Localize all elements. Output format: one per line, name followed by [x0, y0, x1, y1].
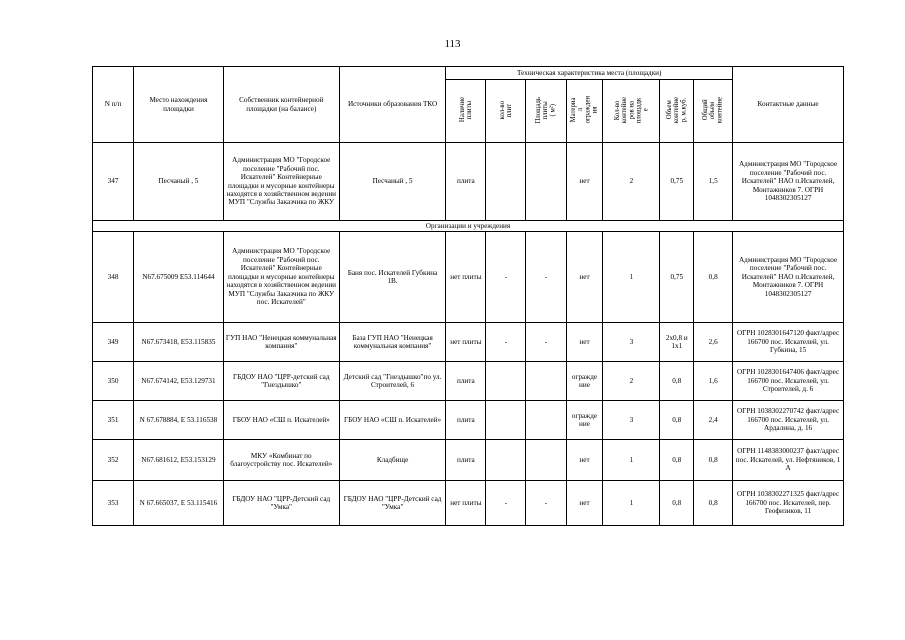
header-total-volume: Общий объем контейне [694, 80, 733, 143]
cell-plate: плита [446, 440, 486, 481]
cell-containers: 3 [603, 401, 660, 440]
cell-num: 353 [93, 481, 134, 526]
cell-sources: Песчаный , 5 [339, 143, 446, 221]
cell-plate: плита [446, 143, 486, 221]
cell-num: 347 [93, 143, 134, 221]
cell-containers: 1 [603, 481, 660, 526]
table-row [93, 440, 844, 481]
cell-volume: 0,8 [660, 440, 694, 481]
cell-total-volume: 2,6 [694, 323, 733, 362]
cell-plate-area [526, 440, 566, 481]
header-plate-area: Площадь плиты ( м²) [526, 80, 566, 143]
cell-containers: 2 [603, 143, 660, 221]
cell-total-volume: 1,5 [694, 143, 733, 221]
cell-volume: 2х0,8 и 1х1 [660, 323, 694, 362]
section-label: Организации и учреждения [93, 221, 844, 232]
cell-num: 349 [93, 323, 134, 362]
cell-plate-area [526, 401, 566, 440]
cell-contacts: Администрация МО "Городское поселение "Рабочий пос. Искателей" НАО п.Искателей, Монтажников 7. ОГРН 1048302305127 [733, 232, 844, 323]
cell-volume: 0,8 [660, 481, 694, 526]
cell-fence: нет [566, 481, 603, 526]
cell-fence: огражде ние [566, 401, 603, 440]
cell-contacts: ОГРН 1148383000237 факт/адрес пос. Искателей, ул. Нефтяников, 1 А [733, 440, 844, 481]
cell-fence: нет [566, 232, 603, 323]
header-tech: Техническая характеристика места (площадки) [446, 67, 733, 80]
cell-location: Песчаный , 5 [134, 143, 224, 221]
cell-owner: ГБОУ НАО «СШ п. Искателей» [223, 401, 339, 440]
cell-location: N67.681612, E53.153129 [134, 440, 224, 481]
cell-owner: Администрация МО "Городское поселение "Рабочий пос. Искателей" Контейнерные площадки и мусорные контейнеры находятся в хозяйственном ведении МУП "Службы Заказчика по ЖКУ пос. Искателей" [223, 232, 339, 323]
table-row [93, 232, 844, 323]
cell-volume: 0,8 [660, 362, 694, 401]
cell-containers: 3 [603, 323, 660, 362]
cell-num: 352 [93, 440, 134, 481]
cell-location: N 67.678884, E 53.116538 [134, 401, 224, 440]
cell-plate: нет плиты [446, 481, 486, 526]
cell-fence: огражде ние [566, 362, 603, 401]
cell-contacts: ОГРН 1028301647120 факт/адрес 166700 пос. Искателей, ул. Губкина, 15 [733, 323, 844, 362]
cell-volume: 0,75 [660, 143, 694, 221]
cell-num: 350 [93, 362, 134, 401]
header-contacts: Контактные данные [733, 67, 844, 143]
table-row [93, 481, 844, 526]
cell-plate: плита [446, 401, 486, 440]
cell-plate-area: - [526, 323, 566, 362]
cell-total-volume: 0,8 [694, 440, 733, 481]
cell-owner: ГБДОУ НАО "ЦРР-Детский сад "Умка" [223, 481, 339, 526]
cell-containers: 2 [603, 362, 660, 401]
cell-num: 351 [93, 401, 134, 440]
header-plate: Наличие плиты [446, 80, 486, 143]
cell-owner: МКУ «Комбинат по благоустройству пос. Искателей» [223, 440, 339, 481]
header-fence: Материа л огражден ия [566, 80, 603, 143]
cell-volume: 0,75 [660, 232, 694, 323]
cell-fence: нет [566, 323, 603, 362]
header-plates-count: кол-во плит [486, 80, 526, 143]
cell-plates-count: - [486, 481, 526, 526]
cell-total-volume: 2,4 [694, 401, 733, 440]
cell-owner: Администрация МО "Городское поселение "Рабочий пос. Искателей" Контейнерные площадки и мусорные контейнеры находятся в хозяйственном ведении МУП "Службы Заказчика по ЖКУ [223, 143, 339, 221]
header-num: N п/п [93, 67, 134, 143]
cell-fence: нет [566, 143, 603, 221]
cell-sources: Кладбище [339, 440, 446, 481]
table-row [93, 362, 844, 401]
cell-fence: нет [566, 440, 603, 481]
cell-location: N67.674142, E53.129731 [134, 362, 224, 401]
cell-containers: 1 [603, 232, 660, 323]
cell-plates-count [486, 440, 526, 481]
cell-location: N67.675009 E53.114644 [134, 232, 224, 323]
header-volume: Объем контейне р, м.куб. [660, 80, 694, 143]
section-row [93, 221, 844, 232]
cell-plate-area [526, 362, 566, 401]
header-containers: Кол-во контейне ров на площадк е [603, 80, 660, 143]
cell-plate-area: - [526, 232, 566, 323]
cell-location: N67.673418, E53.115835 [134, 323, 224, 362]
cell-volume: 0,8 [660, 401, 694, 440]
cell-total-volume: 0,8 [694, 232, 733, 323]
cell-sources: Баня пос. Искателей Губкина 1В. [339, 232, 446, 323]
cell-plates-count [486, 143, 526, 221]
cell-sources: Детский сад "Гнездышко"по ул. Строителей, 6 [339, 362, 446, 401]
cell-plate: нет плиты [446, 232, 486, 323]
cell-plate: плита [446, 362, 486, 401]
cell-sources: ГБОУ НАО «СШ п. Искателей» [339, 401, 446, 440]
cell-total-volume: 0,8 [694, 481, 733, 526]
cell-plate: нет плиты [446, 323, 486, 362]
cell-sources: ГБДОУ НАО "ЦРР-Детский сад "Умка" [339, 481, 446, 526]
cell-num: 348 [93, 232, 134, 323]
cell-plates-count: - [486, 232, 526, 323]
page-number: 113 [444, 38, 461, 50]
cell-contacts: ОГРН 1028301647406 факт/адрес 166700 пос. Искателей, ул. Строителей, д. 6 [733, 362, 844, 401]
cell-owner: ГБДОУ НАО "ЦРР-детский сад "Гнездышко" [223, 362, 339, 401]
cell-containers: 1 [603, 440, 660, 481]
cell-contacts: ОГРН 1038302270742 факт/адрес 166700 пос. Искателей, ул. Ардалина, д. 16 [733, 401, 844, 440]
cell-plates-count [486, 362, 526, 401]
cell-plates-count [486, 401, 526, 440]
cell-location: N 67.665037, E 53.115416 [134, 481, 224, 526]
cell-sources: База ГУП НАО "Ненецкая коммунальная компания" [339, 323, 446, 362]
cell-owner: ГУП НАО "Ненецкая коммунальная компания" [223, 323, 339, 362]
cell-plates-count: - [486, 323, 526, 362]
cell-plate-area [526, 143, 566, 221]
table-row [93, 323, 844, 362]
cell-total-volume: 1,6 [694, 362, 733, 401]
table-row [93, 143, 844, 221]
header-owner: Собственник контейнерной площадки (на балансе) [223, 67, 339, 143]
container-sites-table [92, 66, 844, 526]
table-row [93, 401, 844, 440]
cell-contacts: Администрация МО "Городское поселение "Рабочий пос. Искателей" НАО п.Искателей, Монтажников 7. ОГРН 1048302305127 [733, 143, 844, 221]
cell-contacts: ОГРН 1038302271325 факт/адрес 166700 пос. Искателей, пер. Геофизиков, 11 [733, 481, 844, 526]
cell-plate-area: - [526, 481, 566, 526]
header-sources: Источники образования ТКО [339, 67, 446, 143]
header-location: Место нахождения площадки [134, 67, 224, 143]
